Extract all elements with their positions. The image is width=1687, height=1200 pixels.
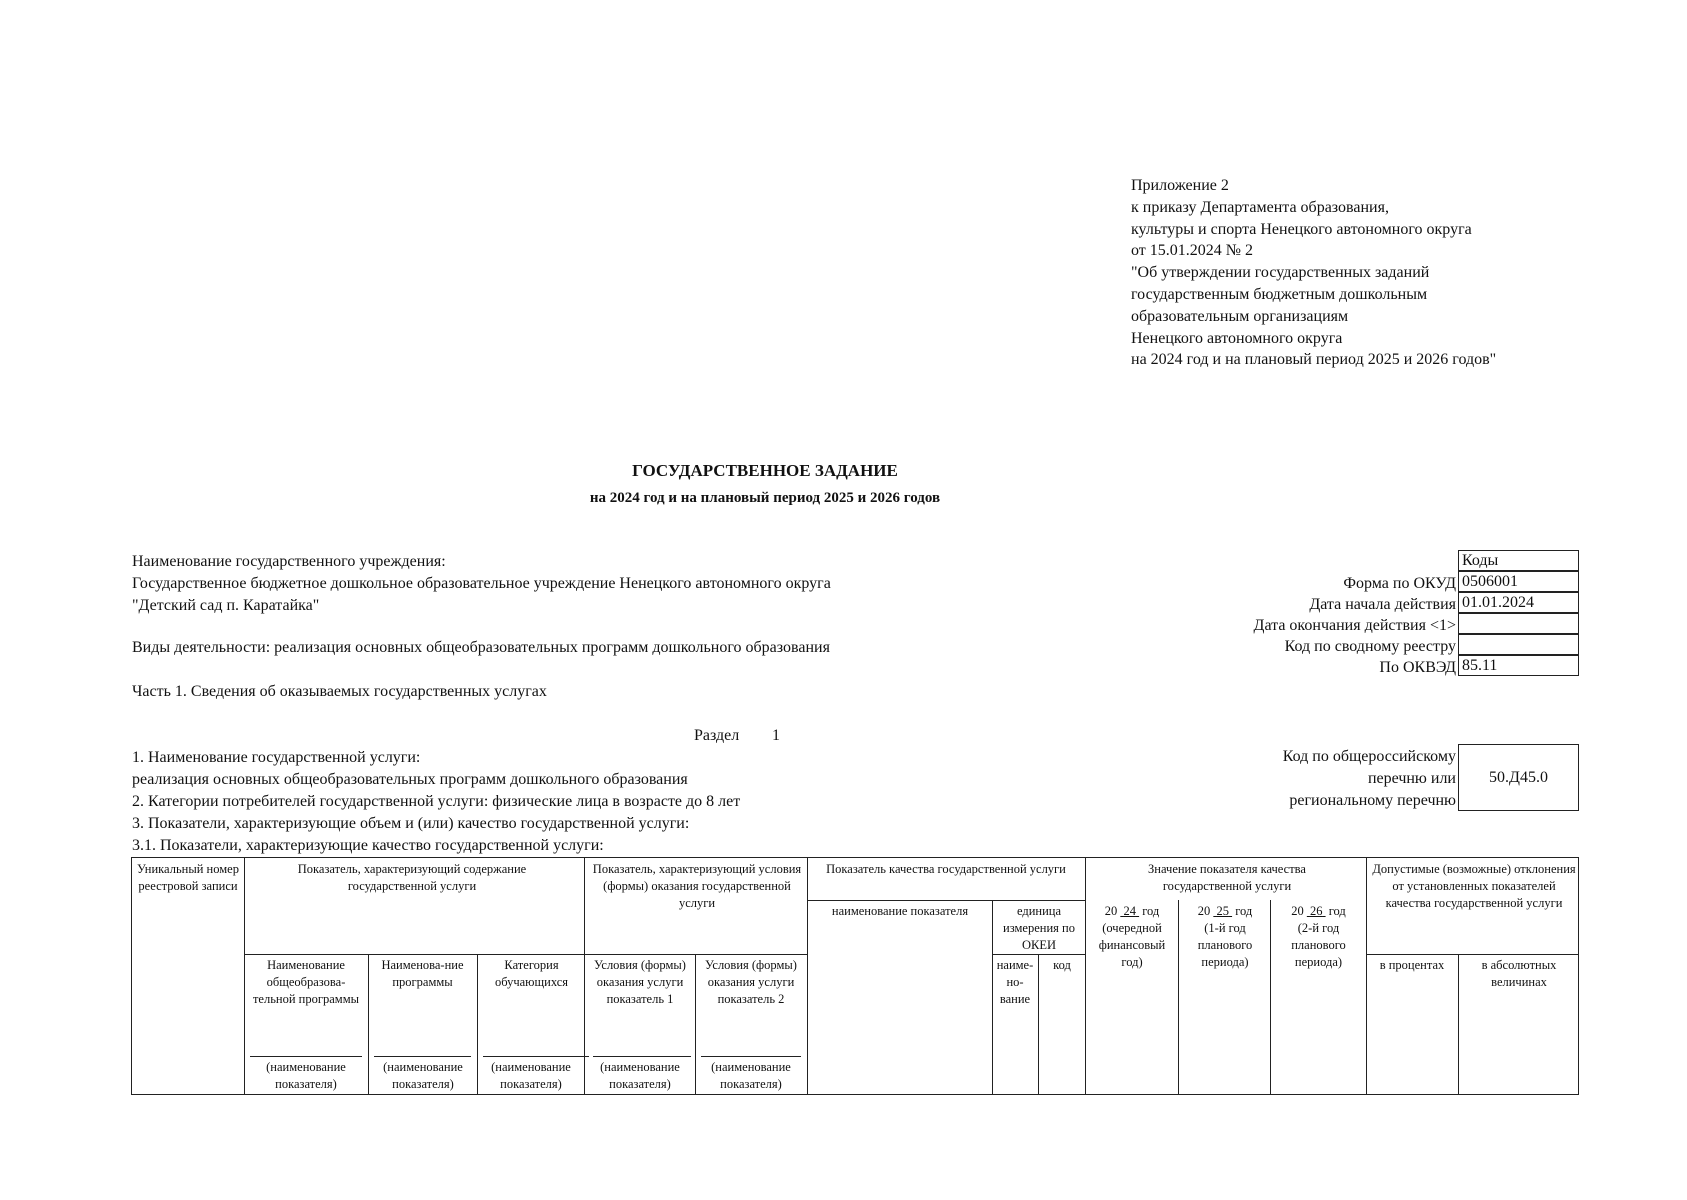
note-condition-2: (наименование показателя) [711,1060,791,1091]
code-label-end-date: Дата окончания действия <1> [1253,617,1456,634]
appendix-line: к приказу Департамента образования, [1131,198,1389,216]
year-1-prefix: 20 [1104,904,1118,918]
code-value-okud [1458,571,1579,592]
service-code-label-2: перечню или [1367,770,1456,787]
quality-heading: 3.1. Показатели, характеризующие качество государственной услуги: [132,837,604,854]
document-subtitle: на 2024 год и на плановый период 2025 и 2026 годов [589,490,941,506]
year-1-suffix: год [1142,904,1160,918]
code-label-okved: По ОКВЭД [1379,659,1456,676]
col-program-name: Наименование общеобразова-тельной программы [252,958,360,1006]
header-quality-indicator: Показатель качества государственной услуги [826,862,1066,876]
part-1-heading: Часть 1. Сведения об оказываемых государственных услугах [132,683,547,700]
col-condition-1: Условия (формы) оказания услуги показатель 1 [594,958,686,1006]
activity-type: Виды деятельности: реализация основных общеобразовательных программ дошкольного образования [132,639,830,656]
service-code-value: 50.Д45.0 [1489,768,1548,786]
appendix-line: "Об утверждении государственных заданий [1131,264,1430,282]
year-1-note: (очередной финансовый год) [1098,921,1166,969]
year-1-value: 24 [1123,904,1136,918]
service-code-label-1: Код по общероссийскому [1282,748,1456,765]
year-3-suffix: год [1328,904,1346,918]
header-registry-number: Уникальный номер реестровой записи [137,862,239,893]
code-okved-text: 85.11 [1462,657,1498,674]
header-content-indicator: Показатель, характеризующий содержание государственной услуги [297,862,527,893]
service-code-label-3: региональному перечню [1289,792,1456,809]
year-3-prefix: 20 [1291,904,1304,918]
header-conditions-indicator: Показатель, характеризующий условия (формы) оказания государственной услуги [592,862,802,910]
appendix-line: Ненецкого автономного округа [1131,329,1343,347]
header-unit-name: наиме-но-вание [996,958,1034,1006]
document-title: ГОСУДАРСТВЕННОЕ ЗАДАНИЕ [632,461,898,480]
code-value-registry [1458,634,1579,655]
code-okud-text: 0506001 [1462,573,1518,590]
codes-header [1458,550,1579,571]
header-year-3 [1272,903,1365,971]
header-unit-code: код [1053,958,1071,972]
note-program-name: (наименование показателя) [266,1060,346,1091]
header-absolute: в абсолютных величинах [1481,958,1557,989]
code-start-date-text: 01.01.2024 [1462,594,1534,611]
code-value-end-date [1458,613,1579,634]
appendix-line: культуры и спорта Ненецкого автономного округа [1131,220,1472,238]
year-2-prefix: 20 [1197,904,1211,918]
col-condition-2: Условия (формы) оказания услуги показатель 2 [705,958,797,1006]
institution-label: Наименование государственного учреждения: [132,553,446,570]
appendix-line: государственным бюджетным дошкольным [1131,285,1428,303]
year-3-value: 26 [1309,904,1323,918]
note-condition-1: (наименование показателя) [600,1060,680,1091]
year-3-note: (2-й год планового периода) [1291,921,1346,969]
institution-name-2: "Детский сад п. Каратайка" [132,597,320,614]
service-code-box [1458,744,1579,811]
year-2-value: 25 [1216,904,1229,918]
codes-header-label: Коды [1462,552,1499,569]
year-2-note: (1-й год планового периода) [1197,921,1253,969]
code-label-registry: Код по сводному реестру [1284,638,1456,655]
header-unit: единица измерения по ОКЕИ [1003,904,1075,952]
section-number: 1 [772,727,780,744]
header-percent: в процентах [1379,958,1445,972]
appendix-line: на 2024 год и на плановый период 2025 и 2026 годов" [1131,351,1497,369]
col-category: Категория обучающихся [494,958,569,989]
code-label-start-date: Дата начала действия [1309,596,1456,613]
appendix-line: от 15.01.2024 № 2 [1131,242,1254,260]
consumer-category: 2. Категории потребителей государственной услуги: физические лица в возрасте до 8 лет [132,793,741,810]
header-year-2 [1180,903,1270,971]
section-label: Раздел [694,727,740,744]
appendix-line: Приложение 2 [1131,177,1229,194]
note-category: (наименование показателя) [491,1060,571,1091]
code-value-start-date [1458,592,1579,613]
header-indicator-name: наименование показателя [831,904,969,918]
header-deviation: Допустимые (возможные) отклонения от установленных показателей качества государственной услуги [1372,862,1576,910]
appendix-block [1131,175,1496,371]
quality-indicators-table [131,857,1579,1095]
volume-quality-heading: 3. Показатели, характеризующие объем и (или) качество государственной услуги: [132,815,690,832]
header-quality-values: Значение показателя качества государственной услуги [1148,862,1306,893]
note-program: (наименование показателя) [383,1060,463,1091]
appendix-line: образовательным организациям [1131,307,1349,325]
year-2-suffix: год [1235,904,1253,918]
header-year-1 [1087,903,1177,971]
service-name-value: реализация основных общеобразовательных программ дошкольного образования [132,771,688,788]
code-value-okved [1458,655,1579,676]
service-name-label: 1. Наименование государственной услуги: [132,749,421,766]
code-label-okud: Форма по ОКУД [1343,575,1456,592]
institution-name: Государственное бюджетное дошкольное образовательное учреждение Ненецкого автономного округа [132,575,831,592]
col-program: Наименова-ние программы [381,958,464,989]
